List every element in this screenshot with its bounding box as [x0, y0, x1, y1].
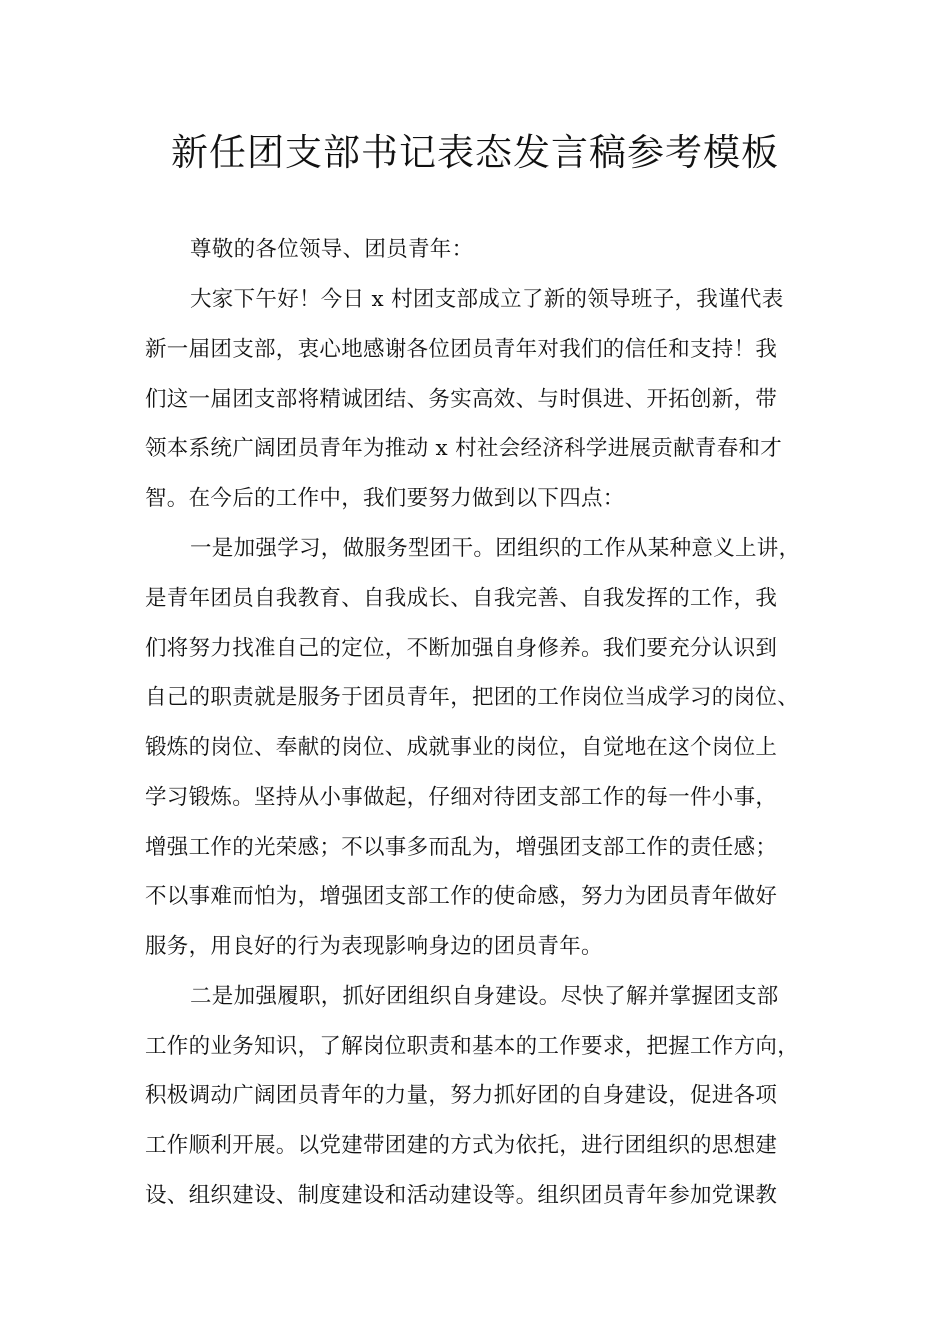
- paragraph-line: 锻炼的岗位、奉献的岗位、成就事业的岗位，自觉地在这个岗位上: [145, 735, 778, 760]
- paragraph-line: 设、组织建设、制度建设和活动建设等。组织团员青年参加党课教: [145, 1183, 778, 1208]
- paragraph-line: 们这一届团支部将精诚团结、务实高效、与时俱进、开拓创新，带: [145, 387, 778, 412]
- paragraph-line: 学习锻炼。坚持从小事做起，仔细对待团支部工作的每一件小事，: [145, 785, 778, 810]
- paragraph-line: 智。在今后的工作中，我们要努力做到以下四点：: [145, 486, 625, 511]
- paragraph-line: 积极调动广阔团员青年的力量，努力抓好团的自身建设，促进各项: [145, 1083, 778, 1108]
- salutation-line: 尊敬的各位领导、团员青年：: [190, 237, 474, 262]
- paragraph-line: 增强工作的光荣感；不以事多而乱为，增强团支部工作的责任感；: [145, 835, 778, 860]
- document-title: 新任团支部书记表态发言稿参考模板: [171, 131, 779, 174]
- paragraph-line: 一是加强学习，做服务型团干。团组织的工作从某种意义上讲，: [190, 536, 801, 561]
- paragraph-line: 自己的职责就是服务于团员青年，把团的工作岗位当成学习的岗位、: [145, 685, 800, 710]
- paragraph-line: 不以事难而怕为，增强团支部工作的使命感，努力为团员青年做好: [145, 884, 778, 909]
- paragraph-line: 领本系统广阔团员青年为推动 x 村社会经济科学进展贡献青春和才: [145, 436, 783, 461]
- paragraph-line: 新一届团支部，衷心地感谢各位团员青年对我们的信任和支持！我: [145, 337, 778, 362]
- paragraph-line: 服务，用良好的行为表现影响身边的团员青年。: [145, 934, 603, 959]
- paragraph-line: 是青年团员自我教育、自我成长、自我完善、自我发挥的工作，我: [145, 586, 778, 611]
- paragraph-line: 二是加强履职，抓好团组织自身建设。尽快了解并掌握团支部: [190, 984, 779, 1009]
- paragraph-line: 大家下午好！今日 x 村团支部成立了新的领导班子，我谨代表: [190, 287, 784, 312]
- paragraph-line: 工作顺利开展。以党建带团建的方式为依托，进行团组织的思想建: [145, 1133, 778, 1158]
- paragraph-line: 们将努力找准自己的定位，不断加强自身修养。我们要充分认识到: [145, 636, 778, 661]
- paragraph-line: 工作的业务知识，了解岗位职责和基本的工作要求，把握工作方向，: [145, 1034, 800, 1059]
